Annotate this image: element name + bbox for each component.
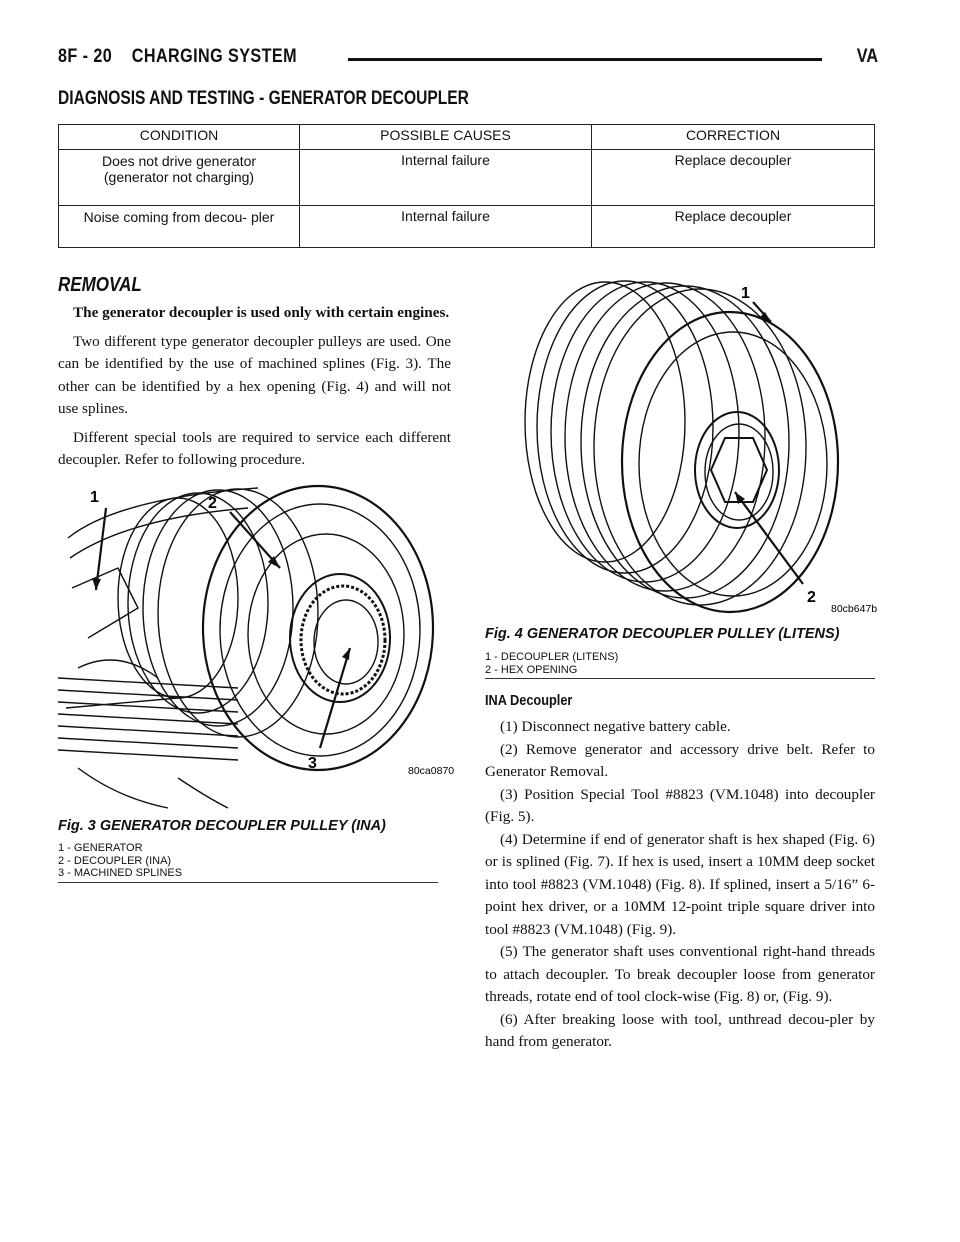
fig3-illustration (58, 478, 455, 810)
table-cell-condition: Does not drive generator (generator not charging) (59, 150, 300, 206)
fig3-title: Fig. 3 GENERATOR DECOUPLER PULLEY (INA) (58, 818, 386, 834)
fig4-callout-1: 1 (741, 285, 750, 302)
removal-paragraph: The generator decoupler is used only with certain engines. (73, 304, 450, 321)
removal-heading: REMOVAL (58, 274, 142, 296)
removal-paragraph: Two different type generator decoupler pulleys are used. One can be identified by the use of machined splines (Fig. 3). The other can be identified by a hex opening (Fig. 4) and will not use splines. (58, 332, 451, 417)
fig4-code: 80cb647b (831, 603, 878, 615)
fig3-callout-3: 3 (308, 755, 317, 772)
procedure-step: (6) After breaking loose with tool, unthread decou-pler by hand from generator. (485, 1010, 875, 1050)
header-rule (348, 58, 822, 61)
table-row (59, 150, 875, 206)
removal-paragraph: Different special tools are required to service each different decoupler. Refer to following procedure. (58, 428, 451, 468)
table-header-causes: POSSIBLE CAUSES (300, 125, 592, 150)
table-cell-cause: Internal failure (300, 150, 592, 206)
fig4-title: Fig. 4 GENERATOR DECOUPLER PULLEY (LITENS) (485, 626, 840, 642)
header-title: 8F - 20 CHARGING SYSTEM (58, 46, 297, 67)
ina-steps (485, 716, 875, 1054)
fig3-legend-item: 3 - MACHINED SPLINES (58, 867, 183, 879)
fig4-callout-2: 2 (807, 589, 816, 606)
page-header (58, 46, 878, 76)
fig4-divider (485, 678, 875, 679)
table-header-row (59, 125, 875, 150)
diagnosis-table (58, 124, 875, 248)
table-cell-condition: Noise coming from decou- pler (59, 206, 300, 248)
table-cell-correction: Replace decoupler (592, 150, 875, 206)
fig3-callout-2: 2 (208, 495, 217, 512)
fig3-divider (58, 882, 438, 883)
procedure-step: (4) Determine if end of generator shaft is hex shaped (Fig. 6) or is splined (Fig. 7). If hex is used, insert a 10MM deep socket into tool #8823 (VM.1048) (Fig. 8). If splined, insert a 5/16” 6-point hex driver, or a 10MM 12-point triple square driver into tool #8823 (VM.1048) (Fig. 9). (485, 830, 875, 938)
fig3-legend-item: 1 - GENERATOR (58, 842, 143, 854)
procedure-step: (3) Position Special Tool #8823 (VM.1048) into decoupler (Fig. 5). (485, 785, 875, 825)
procedure-step: (2) Remove generator and accessory drive belt. Refer to Generator Removal. (485, 740, 875, 780)
table-cell-cause: Internal failure (300, 206, 592, 248)
section-title: DIAGNOSIS AND TESTING - GENERATOR DECOUPLER (58, 88, 469, 109)
fig3-code: 80ca0870 (408, 765, 455, 777)
procedure-step: (5) The generator shaft uses conventional right-hand threads to attach decoupler. To break decoupler loose from generator threads, rotate end of tool clock-wise (Fig. 8) or, (Fig. 9). (485, 943, 875, 1005)
fig3-legend-item: 2 - DECOUPLER (INA) (58, 854, 172, 867)
table-header-condition: CONDITION (59, 125, 300, 150)
fig4-legend (485, 651, 875, 676)
fig4-illustration (485, 262, 878, 622)
table-header-correction: CORRECTION (592, 125, 875, 150)
table-cell-correction: Replace decoupler (592, 206, 875, 248)
header-section-code: VA (856, 46, 878, 67)
fig3-legend (58, 842, 438, 880)
fig4-legend-item: 1 - DECOUPLER (LITENS) (485, 651, 619, 663)
fig3-callout-1: 1 (90, 489, 99, 506)
procedure-step: (1) Disconnect negative battery cable. (500, 718, 731, 735)
fig4-legend-item: 2 - HEX OPENING (485, 663, 578, 676)
removal-text (58, 302, 451, 478)
table-row (59, 206, 875, 248)
ina-heading: INA Decoupler (485, 692, 573, 709)
